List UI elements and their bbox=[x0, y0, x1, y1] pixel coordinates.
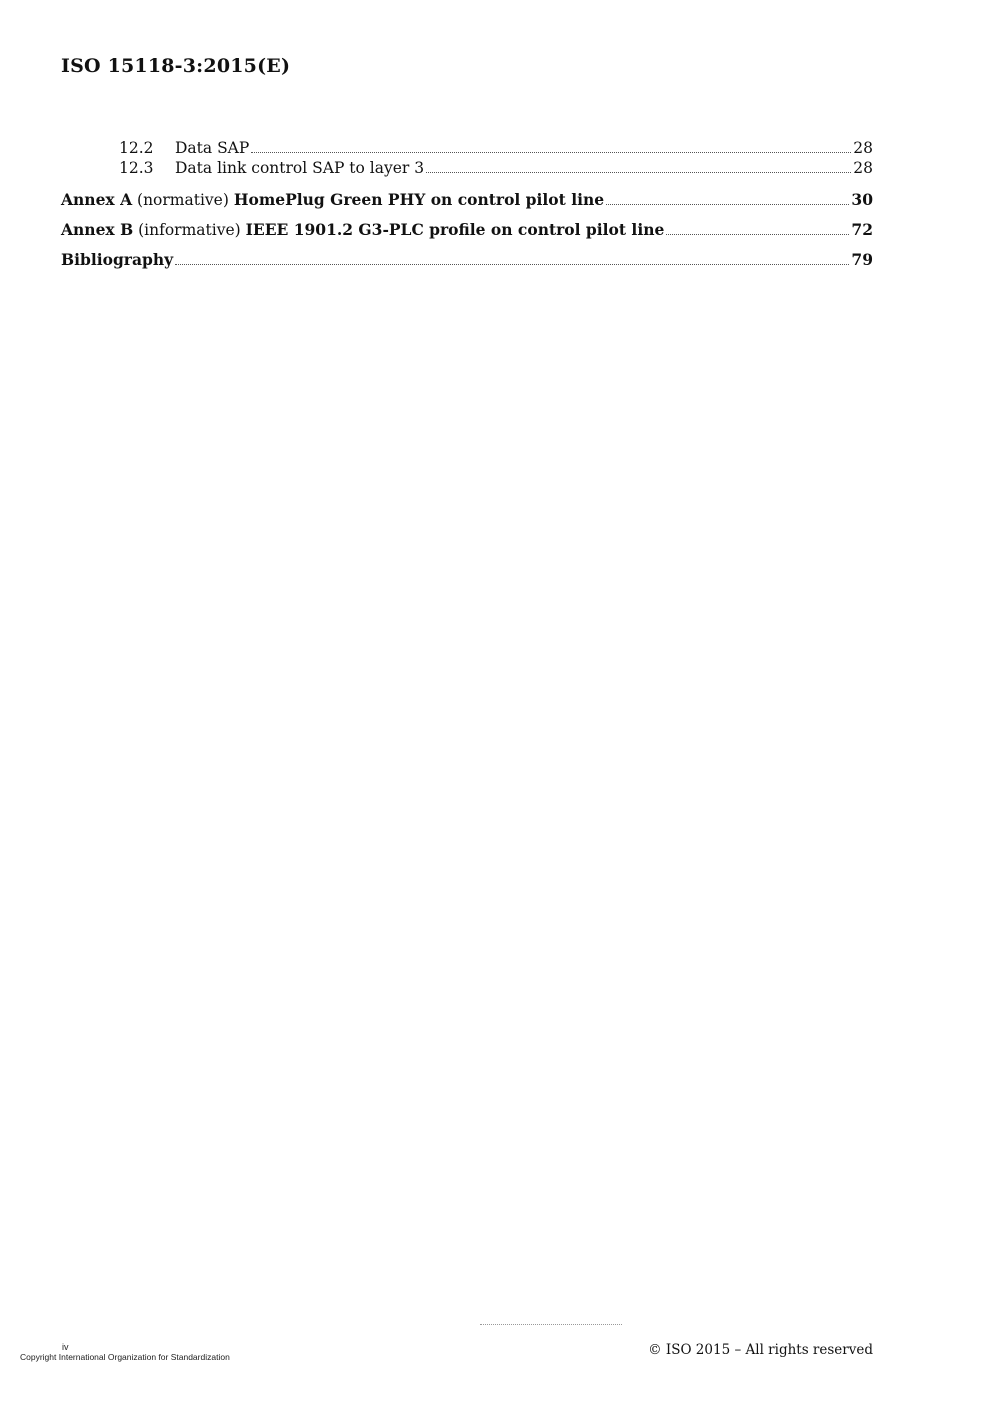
toc-dot-leader bbox=[251, 152, 851, 153]
toc-entry-page: 28 bbox=[853, 159, 873, 177]
footer-watermark-line bbox=[480, 1318, 622, 1325]
toc-dot-leader bbox=[426, 172, 851, 173]
toc-entry-annex-a[interactable] bbox=[61, 179, 873, 209]
toc-entry-bibliography[interactable] bbox=[61, 239, 873, 269]
annex-type: (normative) bbox=[137, 191, 229, 209]
footer-copyright-left: Copyright International Organization for Standardization bbox=[20, 1352, 230, 1362]
toc-entry-number: 12.3 bbox=[119, 159, 154, 177]
annex-label: Annex B bbox=[61, 220, 134, 239]
toc-entry-page: 72 bbox=[851, 220, 873, 239]
table-of-contents bbox=[61, 139, 873, 269]
annex-label: Annex A bbox=[61, 190, 133, 209]
toc-entry-title bbox=[61, 190, 604, 209]
annex-title: HomePlug Green PHY on control pilot line bbox=[233, 190, 605, 209]
toc-dot-leader bbox=[666, 234, 849, 235]
toc-entry-12-2[interactable] bbox=[61, 139, 873, 159]
toc-entry-title bbox=[61, 220, 664, 239]
toc-entry-12-3[interactable] bbox=[61, 159, 873, 179]
toc-entry-title bbox=[61, 250, 173, 269]
toc-entry-page: 30 bbox=[851, 190, 873, 209]
annex-type: (informative) bbox=[138, 221, 241, 239]
toc-dot-leader bbox=[175, 264, 849, 265]
document-header-id: ISO 15118-3:2015(E) bbox=[61, 55, 291, 77]
toc-entry-title: Data link control SAP to layer 3 bbox=[175, 159, 425, 177]
toc-entry-title: Data SAP bbox=[175, 139, 250, 157]
footer-copyright-right: © ISO 2015 – All rights reserved bbox=[648, 1342, 873, 1358]
toc-entry-page: 79 bbox=[851, 250, 873, 269]
toc-entry-number: 12.2 bbox=[119, 139, 154, 157]
bibliography-title: Bibliography bbox=[61, 250, 174, 269]
toc-entry-annex-b[interactable] bbox=[61, 209, 873, 239]
page-numeral: iv bbox=[62, 1342, 69, 1352]
toc-dot-leader bbox=[606, 204, 849, 205]
annex-title: IEEE 1901.2 G3-PLC profile on control pilot line bbox=[245, 220, 665, 239]
toc-entry-page: 28 bbox=[853, 139, 873, 157]
